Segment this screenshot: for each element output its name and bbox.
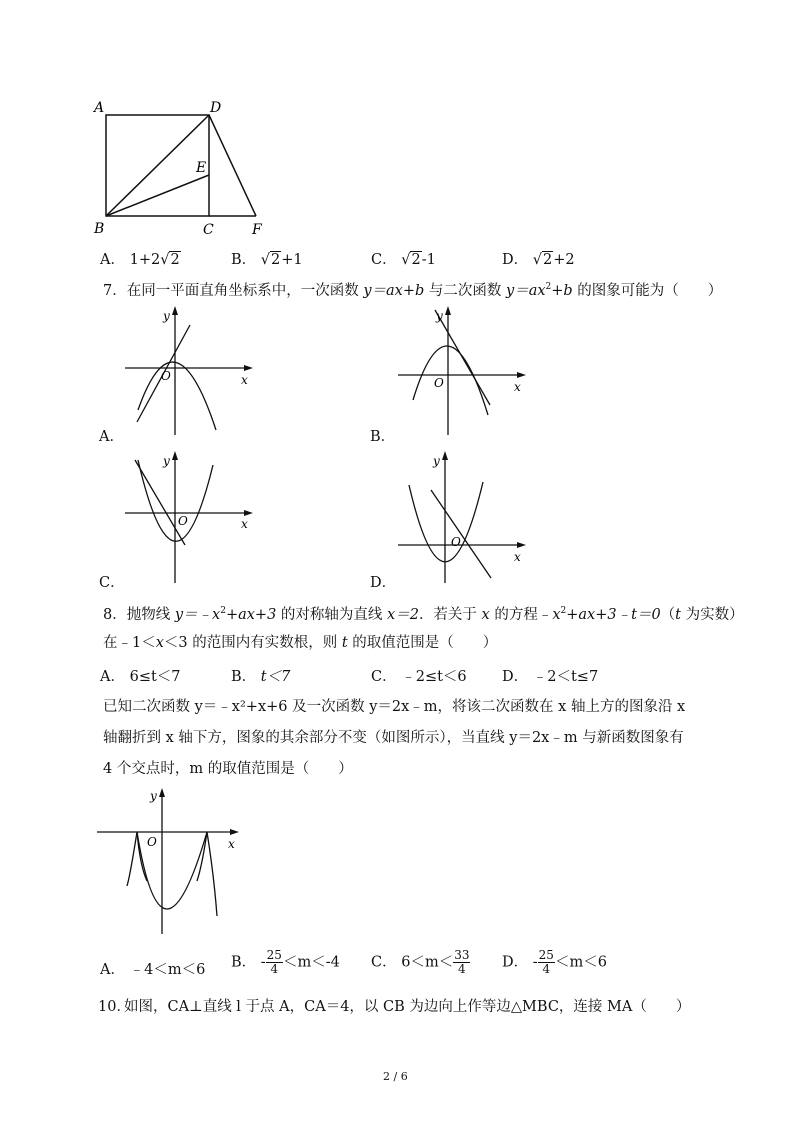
x-axis-label: x [241,517,248,531]
q7-graph-c [120,450,260,585]
y-axis-label: y [150,789,157,803]
q9-option-b[interactable]: B． - $\frac{25}{4}$ ＜m＜-4 [231,948,340,976]
q7-option-c[interactable]: C． [99,575,125,591]
q8-option-d[interactable]: D． ﹣2＜t≤7 [502,669,599,685]
y-axis-label: y [436,309,443,323]
point-a-label: A [94,100,105,116]
q7-graph-a [120,305,260,440]
point-e-label: E [196,160,207,176]
q6-option-b[interactable]: B． √2+1 [231,252,303,268]
origin-label: O [178,514,188,528]
origin-label: O [147,835,157,849]
y-axis-label: y [163,454,170,468]
point-c-label: C [203,222,214,238]
x-axis-label: x [228,837,235,851]
origin-label: O [451,535,461,549]
x-axis-label: x [514,380,521,394]
x-axis-label: x [241,373,248,387]
q7-graph-b [393,305,533,440]
page-number: 2 / 6 [383,1070,408,1083]
q10-number: 10． [98,999,131,1015]
origin-label: O [161,369,171,383]
q9-graph [92,786,252,936]
point-b-label: B [94,221,105,237]
q6-option-d[interactable]: D． √2+2 [502,252,575,268]
q8-option-c[interactable]: C． ﹣2≤t＜6 [371,669,467,685]
point-d-label: D [210,100,222,116]
q10-stem: 如图，CA⊥直线 l 于点 A，CA＝4，以 CB 为边向上作等边△MBC，连接 MA（ ） [124,999,691,1015]
q7-stem: 7．在同一平面直角坐标系中，一次函数 y＝ax+b 与二次函数 $y=ax^2+b$ 的图象可能为（ ） [103,282,723,299]
q9-option-c[interactable]: C． 6＜m＜ $\frac{33}{4}$ [371,948,470,976]
q8-option-b[interactable]: B． t＜7 [231,669,291,685]
origin-label: O [434,376,444,390]
q6-figure [90,95,280,240]
x-axis-label: x [514,550,521,564]
q7-option-b[interactable]: B． [370,429,396,445]
y-axis-label: y [433,454,440,468]
q6-option-c[interactable]: C． √2-1 [371,252,436,268]
y-axis-label: y [163,309,170,323]
q9-stem-line3: 4 个交点时，m 的取值范围是（ ） [103,761,353,777]
q8-stem-line2: 在﹣1＜x＜3 的范围内有实数根，则 t 的取值范围是（ ） [103,635,498,651]
q7-option-d[interactable]: D． [370,575,397,591]
q8-stem-line1: 8．抛物线 $y=﹣x^2+ax+3$ 的对称轴为直线 x＝2．若关于 x 的方程$﹣x^2+ax+3﹣t=0(t$ 为实数） [103,606,744,623]
q7-graph-d [393,450,533,585]
point-f-label: F [252,222,262,238]
q6-option-a[interactable]: A． 1+2√2 [100,252,180,268]
q9-option-a[interactable]: A． ﹣4＜m＜6 [100,962,206,978]
q9-stem-line1: 已知二次函数 y＝﹣x²+x+6 及一次函数 y＝2x﹣m，将该二次函数在 x 轴上方的图象沿 x [103,699,686,715]
q8-option-a[interactable]: A． 6≤t＜7 [100,669,181,685]
q9-stem-line2: 轴翻折到 x 轴下方，图象的其余部分不变（如图所示），当直线 y＝2x﹣m 与新函数图象有 [103,730,684,746]
q7-option-a[interactable]: A． [99,429,124,445]
q9-option-d[interactable]: D． - $\frac{25}{4}$ ＜m＜6 [502,948,607,976]
